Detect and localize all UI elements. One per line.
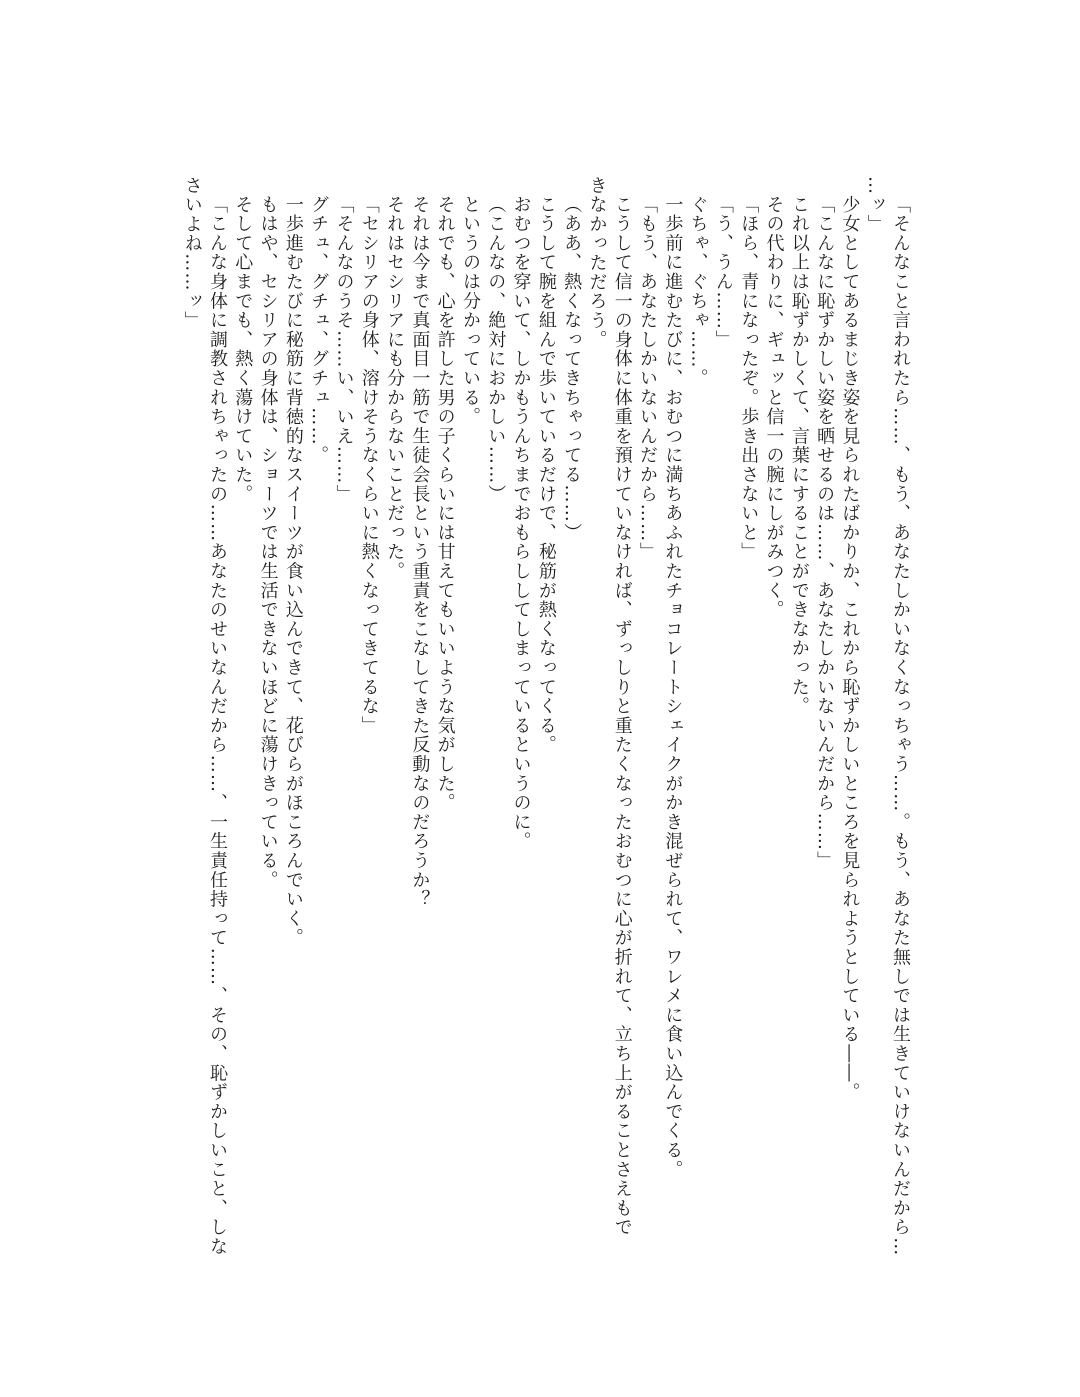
text-column-12: こうして信一の身体に体重を預けていなければ、ずっしりと重たくなったおむつに心が折れて、立ち上がることさえもで (611, 195, 633, 1238)
text-column-26: もはや、セシリアの身体は、ショーツでは生活できないほどに蕩けきっている。 (257, 195, 279, 891)
text-column-16: おむつを穿いて、しかもうんちまでおもらししてしまっているというのに。 (510, 195, 532, 852)
text-column-13: きなかっただろう。 (586, 176, 608, 350)
text-column-20: それは今まで真面目一筋で生徒会長という重責をこなしてきた反動なのだろうか？ (409, 195, 431, 910)
text-column-18: というのは分かっている。 (459, 195, 481, 427)
text-column-14: （ああ、熱くなってきちゃってる……） (561, 195, 583, 543)
text-column-11: 「もう、あなたしかいないんだから……」 (637, 195, 659, 562)
text-column-7: 「ほら、青になったぞ。歩き出さないと」 (738, 195, 760, 562)
text-column-25: 一歩進むたびに秘筋に背徳的なスイーツが食い込んできて、花びらがほころんでいく。 (282, 195, 304, 948)
text-column-2: …ッ」 (864, 176, 886, 234)
text-column-17: （こんなの、絶対におかしい……） (485, 195, 507, 505)
vertical-text-block (179, 176, 913, 1256)
text-column-9: ぐちゃ、ぐちゃ……。 (687, 195, 709, 389)
text-column-10: 一歩前に進むたびに、おむつに満ちあふれたチョコレートシェイクがかき混ぜられて、ワレメに食い込んでくる。 (662, 195, 684, 1180)
text-column-1: 「そんなこと言われたら……、もう、あなたしかいなくなっちゃう……。もう、あなた無しでは生きていけないんだから… (890, 195, 911, 1257)
text-column-6: その代わりに、ギュッと信一の腕にしがみつく。 (763, 195, 785, 620)
text-column-27: そして心までも、熱く蕩けていた。 (232, 195, 254, 505)
text-column-3: 少女としてあるまじき姿を見られたばかりか、これから恥ずかしいところを見られようとしている――。 (839, 195, 861, 1103)
text-column-24: グチュ、グチュ、グチュ……。 (308, 195, 330, 466)
text-column-22: 「セシリアの身体、溶けそうなくらいに熱くなってきてるな」 (358, 195, 380, 736)
text-column-15: こうして腕を組んで歩いているだけで、秘筋が熱くなってくる。 (535, 195, 557, 755)
text-column-29: さいよね……ッ」 (181, 176, 203, 331)
text-column-19: それでも、心を許した男の子くらいには甘えてもいいような気がした。 (434, 195, 456, 813)
text-column-28: 「こんな身体に調教されちゃったの……あなたのせいなんだから……、一生責任持って……、その、恥ずかしいこと、しな (206, 195, 228, 1257)
text-column-8: 「う、うん……」 (712, 195, 734, 350)
text-column-23: 「そんなのうそ……い、いえ……」 (333, 195, 355, 505)
text-column-4: 「こんなに恥ずかしい姿を晒せるのは……、あなたしかいないんだから……」 (814, 195, 836, 871)
text-column-5: これ以上は恥ずかしくて、言葉にすることができなかった。 (788, 195, 810, 717)
text-column-21: それはセシリアにも分からないことだった。 (384, 195, 406, 582)
